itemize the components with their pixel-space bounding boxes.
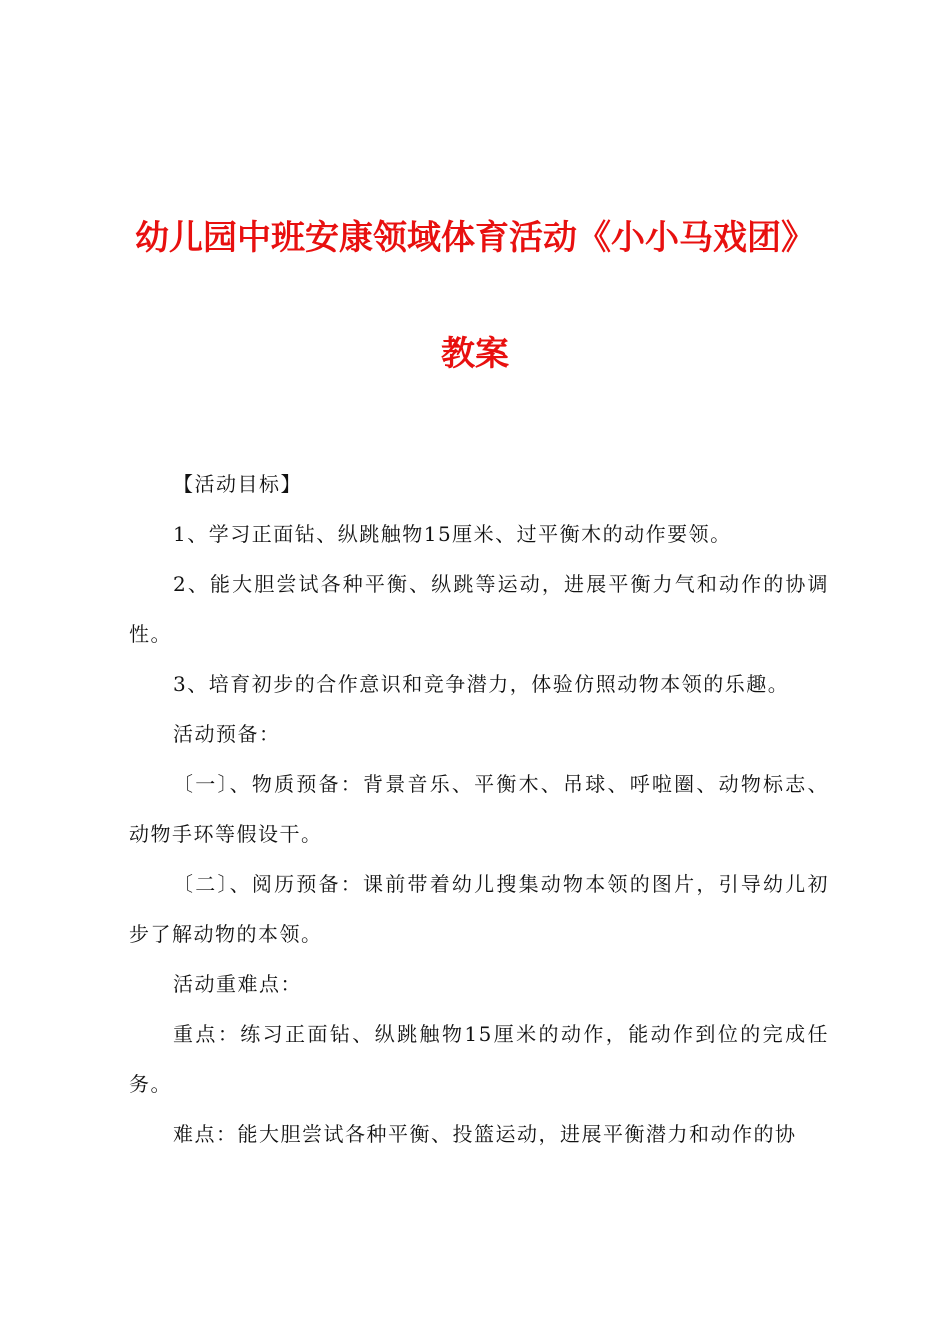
section-heading-key-points: 活动重难点：: [173, 972, 302, 996]
objective-item-3: 3、培育初步的合作意识和竞争潜力，体验仿照动物本领的乐趣。: [173, 672, 790, 696]
objective-item-2: 2、能大胆尝试各种平衡、纵跳等运动，进展平衡力气和动作的协调性。: [129, 572, 829, 646]
document-title: 幼儿园中班安康领域体育活动《小小马戏团》: [135, 218, 815, 258]
section-heading-objectives: 【活动目标】: [173, 472, 302, 496]
objective-item-1: 1、学习正面钻、纵跳触物15厘米、过平衡木的动作要领。: [173, 522, 732, 546]
preparation-item-1: 〔一〕、物质预备：背景音乐、平衡木、吊球、呼啦圈、动物标志、动物手环等假设干。: [129, 772, 829, 846]
key-point-item: 重点：练习正面钻、纵跳触物15厘米的动作，能动作到位的完成任务。: [129, 1022, 829, 1096]
difficulty-item: 难点：能大胆尝试各种平衡、投篮运动，进展平衡潜力和动作的协: [173, 1122, 797, 1146]
section-heading-preparation: 活动预备：: [173, 722, 281, 746]
preparation-item-2: 〔二〕、阅历预备：课前带着幼儿搜集动物本领的图片，引导幼儿初步了解动物的本领。: [129, 872, 829, 946]
document-title-continued: 教案: [441, 334, 509, 374]
